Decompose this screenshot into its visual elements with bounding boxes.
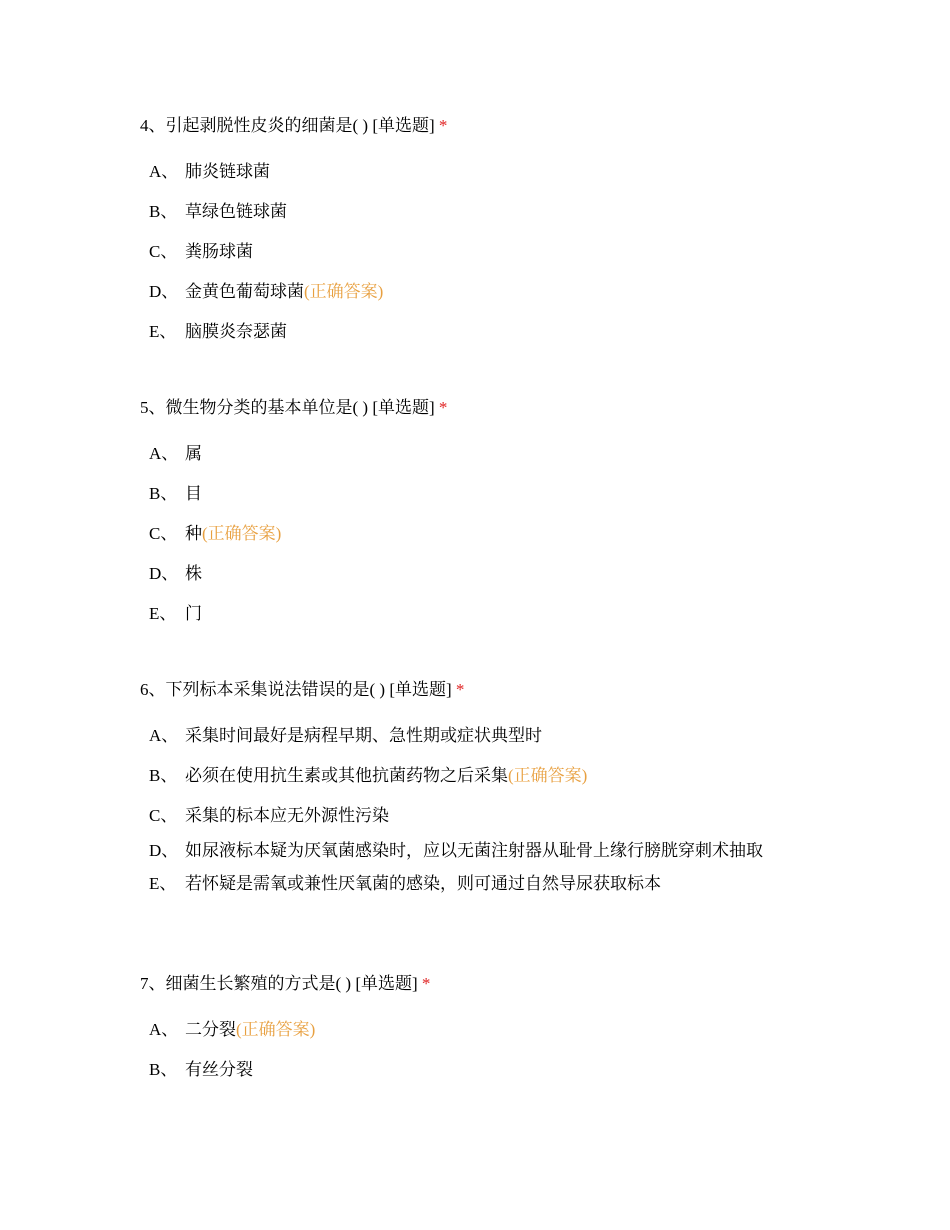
option-c[interactable]: C、 采集的标本应无外源性污染	[149, 806, 389, 825]
option-list	[140, 160, 810, 344]
option-list	[140, 724, 810, 896]
option-e[interactable]: E、 门	[149, 604, 202, 623]
correct-answer-label: (正确答案)	[202, 524, 282, 543]
required-mark: *	[438, 398, 448, 417]
question-title: 7、细菌生长繁殖的方式是( ) [单选题] *	[140, 974, 431, 993]
option-a[interactable]: A、 采集时间最好是病程早期、急性期或症状典型时	[149, 726, 542, 745]
question-title: 5、微生物分类的基本单位是( ) [单选题] *	[140, 398, 448, 417]
required-mark: *	[438, 116, 448, 135]
option-a[interactable]: A、 二分裂(正确答案)	[149, 1020, 316, 1039]
required-mark: *	[421, 974, 431, 993]
option-b[interactable]: B、 有丝分裂	[149, 1060, 253, 1079]
correct-answer-label: (正确答案)	[508, 766, 588, 785]
option-d[interactable]: D、 金黄色葡萄球菌(正确答案)	[149, 282, 384, 301]
question-6	[140, 678, 810, 912]
option-b[interactable]: B、 目	[149, 484, 202, 503]
correct-answer-label: (正确答案)	[236, 1020, 316, 1039]
option-c[interactable]: C、 种(正确答案)	[149, 524, 282, 543]
question-title: 6、下列标本采集说法错误的是( ) [单选题] *	[140, 680, 465, 699]
question-title: 4、引起剥脱性皮炎的细菌是( ) [单选题] *	[140, 116, 448, 135]
correct-answer-label: (正确答案)	[304, 282, 384, 301]
option-e[interactable]: E、 脑膜炎奈瑟菌	[149, 322, 287, 341]
option-e[interactable]: E、 若怀疑是需氧或兼性厌氧菌的感染，则可通过自然导尿获取标本	[149, 874, 661, 893]
option-d[interactable]: D、 株	[149, 564, 202, 583]
question-4	[140, 114, 810, 360]
option-list	[140, 1018, 810, 1082]
option-list	[140, 442, 810, 626]
option-a[interactable]: A、 属	[149, 444, 202, 463]
required-mark: *	[455, 680, 465, 699]
option-c[interactable]: C、 粪肠球菌	[149, 242, 253, 261]
option-a[interactable]: A、 肺炎链球菌	[149, 162, 270, 181]
option-b[interactable]: B、 必须在使用抗生素或其他抗菌药物之后采集(正确答案)	[149, 766, 588, 785]
question-5	[140, 396, 810, 642]
option-b[interactable]: B、 草绿色链球菌	[149, 202, 287, 221]
option-d[interactable]: D、 如尿液标本疑为厌氧菌感染时，应以无菌注射器从耻骨上缘行膀胱穿刺术抽取	[149, 841, 763, 860]
question-7	[140, 972, 810, 1098]
